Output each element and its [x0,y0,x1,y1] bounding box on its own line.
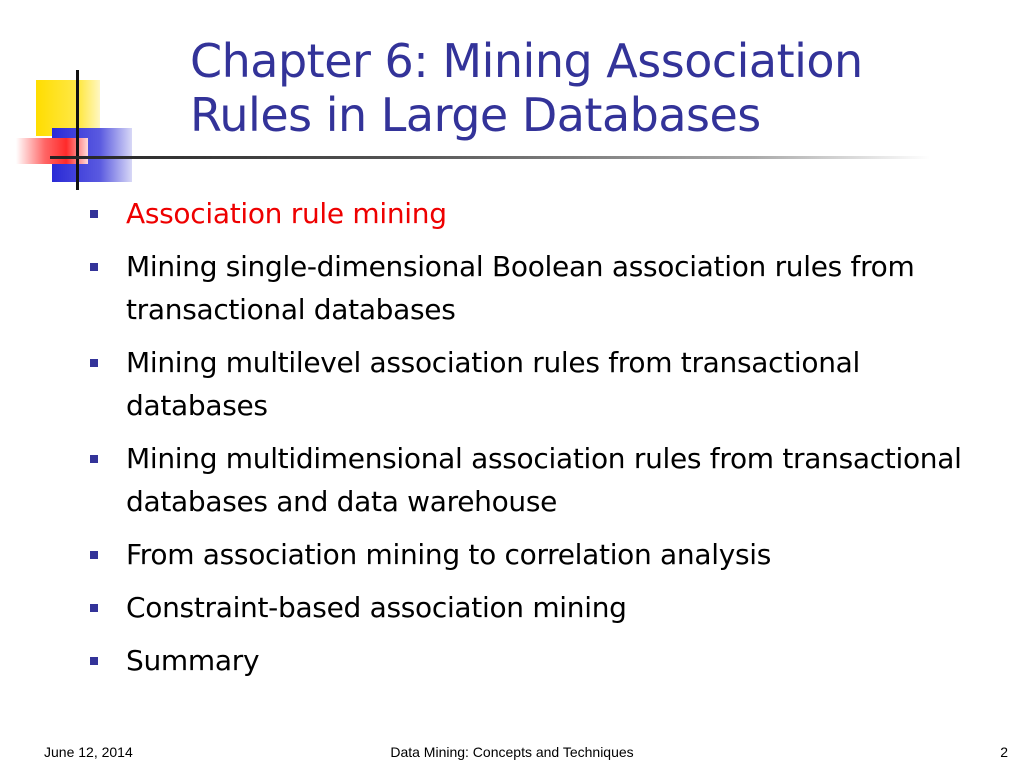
bullet-text: Mining multidimensional association rules from transactional databases and data warehouse [126,442,962,518]
bullet-square-icon [90,657,98,665]
bullet-text: Association rule mining [126,197,447,230]
bullet-item [90,533,990,576]
bullet-item [90,245,990,331]
bullet-square-icon [90,604,98,612]
corner-decoration [0,0,140,200]
bullet-square-icon [90,455,98,463]
slide-title-line-1: Chapter 6: Mining Association [190,34,863,88]
bullet-text: Mining single-dimensional Boolean association rules from transactional databases [126,250,915,326]
bullet-text: Summary [126,644,260,677]
deco-vertical-line [76,70,79,190]
bullet-text: Mining multilevel association rules from transactional databases [126,346,860,422]
footer-date: June 12, 2014 [44,744,133,760]
bullet-item [90,192,990,235]
bullet-square-icon [90,551,98,559]
bullet-item [90,341,990,427]
title-underline [50,156,930,159]
bullet-item [90,586,990,629]
footer-page-number: 2 [1000,744,1008,760]
deco-yellow-square [36,80,100,136]
bullet-list [90,192,990,692]
slide-title [190,34,990,142]
footer-title: Data Mining: Concepts and Techniques [390,744,634,760]
bullet-item [90,639,990,682]
bullet-square-icon [90,210,98,218]
bullet-text: From association mining to correlation analysis [126,538,772,571]
slide-title-line-2: Rules in Large Databases [190,88,761,142]
bullet-square-icon [90,263,98,271]
bullet-text: Constraint-based association mining [126,591,627,624]
bullet-square-icon [90,359,98,367]
bullet-item [90,437,990,523]
